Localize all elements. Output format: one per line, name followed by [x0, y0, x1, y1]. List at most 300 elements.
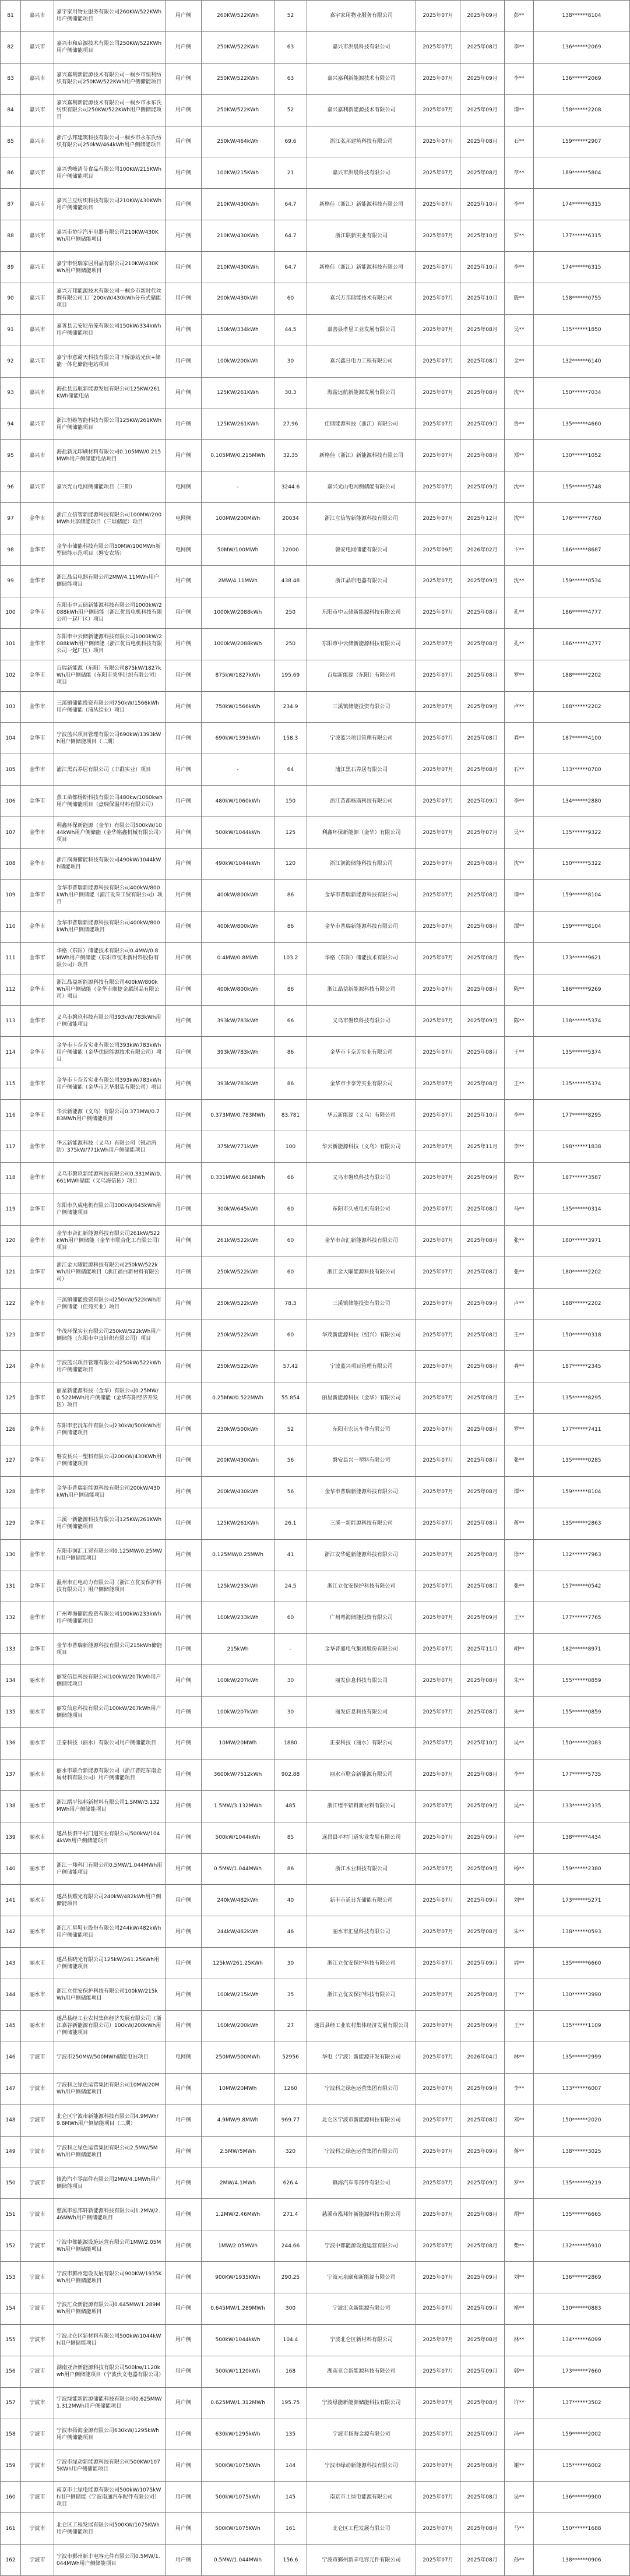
company-cell: 三溪镇储能投资有限公司 [307, 691, 416, 723]
city-cell: 嘉兴市 [21, 1, 54, 32]
end-date-cell: 2025年09月 [460, 1162, 505, 1194]
project-type-cell: 用户侧 [166, 1005, 202, 1037]
scale-cell: 230kW/500kWh [202, 1414, 274, 1445]
phone-cell: 135******9322 [534, 817, 630, 849]
scale-cell: 1.5MW/3.132MWh [202, 1790, 274, 1822]
end-date-cell: 2025年09月 [460, 1602, 505, 1634]
scale-cell: 10MW/20MWh [202, 1727, 274, 1759]
end-date-cell: 2026年04月 [460, 2042, 505, 2073]
project-type-cell: 用户侧 [166, 1445, 202, 1476]
phone-cell: 174******6315 [534, 252, 630, 283]
investment-cell: 1260 [274, 2073, 307, 2105]
start-date-cell: 2025年07月 [416, 974, 460, 1005]
end-date-cell: 2025年08月 [460, 2105, 505, 2136]
project-name-cell: 东阳市中云储新能源科技有限公司1000kW/2088kWh用户侧储能（浙江优昌电机科技有限公司一起厂区）项目 [54, 597, 166, 628]
investment-cell: 60 [274, 1257, 307, 1288]
project-name-cell: 宁波科之绿色运营集团有限公司2.5MW/5MWh用户侧储能项目 [54, 2136, 166, 2167]
start-date-cell: 2025年07月 [416, 2450, 460, 2482]
project-name-cell: 金华市卡奈芳实业有限公司393kW/783kWh用户侧储能（金华优储能源技术有限公司）项目 [54, 1037, 166, 1068]
project-name-cell: 宁波市鄞州新丰电容元件有限公司0.5MW/1.044MWh用户侧储能项目 [54, 2545, 166, 2576]
scale-cell: 250kW/522kWh [202, 1351, 274, 1382]
row-number-cell: 120 [1, 1225, 21, 1257]
phone-cell: 132******7963 [534, 1539, 630, 1571]
project-name-cell: 三溪镇储能投资有限公司250kW/522kWh用户侧储能（佳苑实业）项目 [54, 1288, 166, 1319]
phone-cell: 158******2208 [534, 94, 630, 126]
city-cell: 金华市 [21, 1005, 54, 1037]
city-cell: 宁波市 [21, 2545, 54, 2576]
project-name-cell: 嘉兴市协宇汽车电器有限公司210KW/430KWh用户侧储能项目 [54, 220, 166, 252]
contact-cell: 李** [505, 786, 534, 817]
row-number-cell: 102 [1, 660, 21, 691]
city-cell: 金华市 [21, 1131, 54, 1163]
end-date-cell: 2025年08月 [460, 2513, 505, 2545]
company-cell: 华茂新能源科技（绍兴）有限公司 [307, 1319, 416, 1351]
start-date-cell: 2025年07月 [416, 1005, 460, 1037]
end-date-cell: 2025年08月 [460, 1414, 505, 1445]
contact-cell: 何** [505, 1822, 534, 1853]
company-cell: 丽水市联合新能源有限公司 [307, 1759, 416, 1790]
investment-cell: 64.7 [274, 220, 307, 252]
end-date-cell: 2025年09月 [460, 1822, 505, 1853]
table-row [1, 1382, 630, 1414]
project-type-cell: 用户侧 [166, 2105, 202, 2136]
scale-cell: 2MW/4.11MWh [202, 566, 274, 597]
project-type-cell: 用户侧 [166, 220, 202, 252]
row-number-cell: 128 [1, 1476, 21, 1508]
phone-cell: 138******0906 [534, 2545, 630, 2576]
contact-cell: 冯** [505, 2419, 534, 2450]
table-row [1, 471, 630, 503]
phone-cell: 182******8971 [534, 1634, 630, 1665]
investment-cell: 320 [274, 2136, 307, 2167]
project-type-cell: 用户侧 [166, 1602, 202, 1634]
table-row [1, 283, 630, 315]
project-name-cell: 三溪镇储能投资有限公司750kW/1566kWh用户侧储能（浦丛绘业）项目 [54, 691, 166, 723]
project-name-cell: 丽星新能源科技（金华）有限公司0.25MW/0.522MWh用户侧储能（金华东阳经济开发区）项目 [54, 1382, 166, 1414]
start-date-cell: 2025年09月 [416, 534, 460, 566]
investment-cell: 250 [274, 628, 307, 660]
scale-cell: 500kW/1044kWh [202, 2324, 274, 2356]
city-cell: 金华市 [21, 597, 54, 628]
city-cell: 丽水市 [21, 1885, 54, 1916]
row-number-cell: 97 [1, 503, 21, 534]
table-row [1, 2482, 630, 2513]
project-type-cell: 用户侧 [166, 1414, 202, 1445]
row-number-cell: 131 [1, 1571, 21, 1602]
project-type-cell: 用户侧 [166, 817, 202, 849]
contact-cell: 朱** [505, 1665, 534, 1697]
phone-cell: 188******2202 [534, 691, 630, 723]
investment-cell: 52956 [274, 2042, 307, 2073]
project-name-cell: 东阳市中云储新能源科技有限公司1000kW/2088kWh用户侧储能（浙江优昌电机科技有限公司一起厂区）项目 [54, 628, 166, 660]
investment-cell: 24.5 [274, 1571, 307, 1602]
project-type-cell: 电网侧 [166, 471, 202, 503]
investment-cell: 86 [274, 879, 307, 911]
table-row [1, 2042, 630, 2073]
city-cell: 金华市 [21, 566, 54, 597]
end-date-cell: 2025年09月 [460, 2073, 505, 2105]
investment-cell: 85 [274, 1822, 307, 1853]
table-row [1, 817, 630, 849]
city-cell: 嘉兴市 [21, 157, 54, 189]
contact-cell: 刘** [505, 2262, 534, 2293]
scale-cell: 50MW/100MWh [202, 534, 274, 566]
project-type-cell: 用户侧 [166, 94, 202, 126]
investment-cell: 144 [274, 2450, 307, 2482]
start-date-cell: 2025年07月 [416, 691, 460, 723]
city-cell: 宁波市 [21, 2105, 54, 2136]
phone-cell: 173******9621 [534, 942, 630, 974]
project-type-cell: 用户侧 [166, 1790, 202, 1822]
contact-cell: 柴** [505, 2230, 534, 2262]
project-type-cell: 用户侧 [166, 1476, 202, 1508]
scale-cell: 210KW/430KWh [202, 252, 274, 283]
end-date-cell: 2025年08月 [460, 2387, 505, 2419]
contact-cell: 吴** [505, 314, 534, 346]
contact-cell: 王** [505, 1382, 534, 1414]
project-name-cell: 广州粤海储能投资有限公司100kW/233kWh用户侧储能项目 [54, 1602, 166, 1634]
investment-cell: 158.3 [274, 723, 307, 754]
contact-cell: 彭** [505, 1, 534, 32]
company-cell: 浙江弘邦建筑科技有限公司 [307, 126, 416, 157]
end-date-cell: 2025年08月 [460, 1571, 505, 1602]
start-date-cell: 2025年07月 [416, 786, 460, 817]
project-type-cell: 用户侧 [166, 1853, 202, 1885]
contact-cell: 王** [505, 1068, 534, 1100]
phone-cell: 150******1688 [534, 2513, 630, 2545]
city-cell: 嘉兴市 [21, 346, 54, 377]
start-date-cell: 2025年07月 [416, 1727, 460, 1759]
row-number-cell: 116 [1, 1100, 21, 1131]
scale-cell: - [202, 754, 274, 786]
end-date-cell: 2025年10月 [460, 220, 505, 252]
start-date-cell: 2025年07月 [416, 817, 460, 849]
row-number-cell: 99 [1, 566, 21, 597]
start-date-cell: 2025年07月 [416, 2230, 460, 2262]
scale-cell: 250kW/522kWh [202, 1288, 274, 1319]
investment-cell: 125 [274, 817, 307, 849]
phone-cell: 187******2345 [534, 1351, 630, 1382]
company-cell: 北仑区宁波市新能源科技有限公司 [307, 2105, 416, 2136]
investment-cell: 86 [274, 974, 307, 1005]
project-type-cell: 用户侧 [166, 2324, 202, 2356]
row-number-cell: 107 [1, 817, 21, 849]
scale-cell: 1000kW/2088kWh [202, 628, 274, 660]
project-name-cell: 金华市卡奈芳实业有限公司393kW/783kWh用户侧储能（金华市艺华服装有限公司）项目 [54, 1068, 166, 1100]
start-date-cell: 2025年07月 [416, 2293, 460, 2325]
row-number-cell: 88 [1, 220, 21, 252]
investment-cell: 60 [274, 1319, 307, 1351]
company-cell: 浙江木业科技有限公司 [307, 1853, 416, 1885]
company-cell: 丽发信息科技有限公司 [307, 1697, 416, 1728]
start-date-cell: 2025年07月 [416, 346, 460, 377]
scale-cell: 125KW/261KWh [202, 377, 274, 409]
phone-cell: 130******1052 [534, 440, 630, 471]
company-cell: 新格佳（浙江）新能源科技有限公司 [307, 252, 416, 283]
project-type-cell: 用户侧 [166, 1885, 202, 1916]
start-date-cell: 2025年07月 [416, 220, 460, 252]
start-date-cell: 2025年07月 [416, 1790, 460, 1822]
company-cell: 丽发信息科技有限公司 [307, 1665, 416, 1697]
phone-cell: 198******1838 [534, 1131, 630, 1163]
start-date-cell: 2025年07月 [416, 1194, 460, 1225]
phone-cell: 155******0859 [534, 1665, 630, 1697]
row-number-cell: 124 [1, 1351, 21, 1382]
project-name-cell: 宁波北仑区新材料有限公司500kW/1044kWh用户侧储能项目 [54, 2324, 166, 2356]
company-cell: 新丰市道日光储能有限公司 [307, 1885, 416, 1916]
city-cell: 嘉兴市 [21, 283, 54, 315]
contact-cell: 陈** [505, 974, 534, 1005]
end-date-cell: 2025年10月 [460, 283, 505, 315]
project-type-cell: 用户侧 [166, 409, 202, 440]
scale-cell: 750kW/1566kWh [202, 691, 274, 723]
table-row [1, 974, 630, 1005]
city-cell: 嘉兴市 [21, 471, 54, 503]
contact-cell: 卢** [505, 1288, 534, 1319]
row-number-cell: 108 [1, 849, 21, 880]
row-number-cell: 118 [1, 1162, 21, 1194]
phone-cell: 150******2020 [534, 2105, 630, 2136]
table-row [1, 252, 630, 283]
row-number-cell: 154 [1, 2293, 21, 2325]
table-row [1, 2356, 630, 2387]
scale-cell: 260KW/522KWh [202, 1, 274, 32]
row-number-cell: 98 [1, 534, 21, 566]
company-cell: 义乌市磐玖科技有限公司 [307, 1162, 416, 1194]
company-cell: 丽星新能源科技（金华）有限公司 [307, 1382, 416, 1414]
company-cell: 嘉兴万邦储能技术有限公司 [307, 283, 416, 315]
project-type-cell: 用户侧 [166, 1194, 202, 1225]
investment-cell: 63 [274, 63, 307, 94]
contact-cell: 罗** [505, 660, 534, 691]
scale-cell: 500kW/1120kWh [202, 2356, 274, 2387]
city-cell: 金华市 [21, 660, 54, 691]
end-date-cell: 2025年09月 [460, 63, 505, 94]
row-number-cell: 148 [1, 2105, 21, 2136]
city-cell: 嘉兴市 [21, 377, 54, 409]
investment-cell: 234.9 [274, 691, 307, 723]
scale-cell: 490kW/1044kWh [202, 849, 274, 880]
row-number-cell: 152 [1, 2230, 21, 2262]
phone-cell: 138******3025 [534, 2136, 630, 2167]
project-type-cell: 用户侧 [166, 1916, 202, 1948]
start-date-cell: 2025年07月 [416, 597, 460, 628]
start-date-cell: 2025年07月 [416, 1602, 460, 1634]
end-date-cell: 2025年08月 [460, 1382, 505, 1414]
phone-cell: 159******2380 [534, 1853, 630, 1885]
row-number-cell: 140 [1, 1853, 21, 1885]
project-type-cell: 用户侧 [166, 2262, 202, 2293]
investment-cell: 66 [274, 1162, 307, 1194]
contact-cell: 谭** [505, 879, 534, 911]
company-cell: 磐安县兴一塑料有限公司 [307, 1445, 416, 1476]
table-row [1, 1414, 630, 1445]
row-number-cell: 155 [1, 2324, 21, 2356]
end-date-cell: 2025年08月 [460, 723, 505, 754]
end-date-cell: 2025年09月 [460, 1790, 505, 1822]
project-name-cell: 嘉宁市意霸天科技有限公司下桥游站光伏+储能一体化储能电站项目 [54, 346, 166, 377]
table-row [1, 1225, 630, 1257]
contact-cell: 石** [505, 126, 534, 157]
project-name-cell: 宁波科之绿色运营集团有限公司10MW/20MWh用户侧储能项目 [54, 2073, 166, 2105]
city-cell: 宁波市 [21, 2073, 54, 2105]
phone-cell: 135******1850 [534, 314, 630, 346]
start-date-cell: 2025年07月 [416, 2199, 460, 2230]
table-row [1, 346, 630, 377]
investment-cell: 86 [274, 1037, 307, 1068]
project-type-cell: 用户侧 [166, 1100, 202, 1131]
end-date-cell: 2025年09月 [460, 471, 505, 503]
city-cell: 金华市 [21, 879, 54, 911]
project-type-cell: 用户侧 [166, 440, 202, 471]
scale-cell: 261kW/522kWh [202, 1225, 274, 1257]
company-cell: 东阳市久成电机有限公司 [307, 1194, 416, 1225]
row-number-cell: 86 [1, 157, 21, 189]
investment-cell: 60 [274, 283, 307, 315]
project-type-cell: 用户侧 [166, 2482, 202, 2513]
scale-cell: 250KW/522KWh [202, 63, 274, 94]
table-row [1, 2105, 630, 2136]
contact-cell: 卢** [505, 691, 534, 723]
table-row [1, 1665, 630, 1697]
scale-cell: 630kW/1295kWh [202, 2419, 274, 2450]
scale-cell: 200KW/430KWh [202, 1445, 274, 1476]
start-date-cell: 2025年07月 [416, 189, 460, 220]
company-cell: 宁波蓝兴项目管理有限公司 [307, 723, 416, 754]
start-date-cell: 2025年07月 [416, 1508, 460, 1539]
contact-cell: 蒋** [505, 1508, 534, 1539]
phone-cell: 134******6099 [534, 2324, 630, 2356]
table-row [1, 1068, 630, 1100]
table-row [1, 377, 630, 409]
project-name-cell: 遂昌县经工业农村集体经济发展有限公司（浙江嘉谷新能源有限公司）100kW/200kWh用户侧储能项目 [54, 2011, 166, 2042]
investment-cell: 56 [274, 1476, 307, 1508]
end-date-cell: 2025年08月 [460, 1257, 505, 1288]
scale-cell: 0.4MW/0.8MWh [202, 942, 274, 974]
company-cell: 浙江立信智新能源科技有限公司 [307, 503, 416, 534]
end-date-cell: 2025年08月 [460, 1037, 505, 1068]
row-number-cell: 129 [1, 1508, 21, 1539]
contact-cell: 陈** [505, 1162, 534, 1194]
table-row [1, 1005, 630, 1037]
table-row [1, 2293, 630, 2325]
company-cell: 嘉善县孝星工业发展有限公司 [307, 314, 416, 346]
investment-cell: 156.6 [274, 2545, 307, 2576]
row-number-cell: 150 [1, 2167, 21, 2199]
row-number-cell: 138 [1, 1790, 21, 1822]
project-name-cell: 嘉兴嘉利新能源技术有限公司一桐乡市恒利纺织有限公司250KW/522KWh用户侧储能项目 [54, 63, 166, 94]
end-date-cell: 2025年08月 [460, 911, 505, 942]
end-date-cell: 2025年12月 [460, 503, 505, 534]
start-date-cell: 2025年07月 [416, 2387, 460, 2419]
contact-cell: 许** [505, 2387, 534, 2419]
start-date-cell: 2025年07月 [416, 754, 460, 786]
investment-cell: 902.88 [274, 1759, 307, 1790]
row-number-cell: 85 [1, 126, 21, 157]
row-number-cell: 156 [1, 2356, 21, 2387]
row-number-cell: 114 [1, 1037, 21, 1068]
start-date-cell: 2025年07月 [416, 1916, 460, 1948]
end-date-cell: 2025年08月 [460, 754, 505, 786]
city-cell: 金华市 [21, 1194, 54, 1225]
project-name-cell: 北仑区工程发展有限公司500KW/1075KWh用户侧储能项目 [54, 2513, 166, 2545]
row-number-cell: 119 [1, 1194, 21, 1225]
end-date-cell: 2025年08月 [460, 2450, 505, 2482]
city-cell: 宁波市 [21, 2230, 54, 2262]
project-type-cell: 用户侧 [166, 1351, 202, 1382]
start-date-cell: 2025年07月 [416, 1288, 460, 1319]
project-type-cell: 用户侧 [166, 283, 202, 315]
city-cell: 金华市 [21, 1571, 54, 1602]
scale-cell: 0.373MW/0.783MWh [202, 1100, 274, 1131]
project-name-cell: 嘉兴市和启源技术有限公司250KW/522KWh用户侧储能项目 [54, 31, 166, 63]
table-row [1, 2419, 630, 2450]
scale-cell: 393kW/783kWh [202, 1005, 274, 1037]
end-date-cell: 2025年08月 [460, 1759, 505, 1790]
end-date-cell: 2025年08月 [460, 974, 505, 1005]
end-date-cell: 2025年08月 [460, 628, 505, 660]
project-name-cell: 三溪一新能源科技有限公司125KW/261KWh用户侧储能项目 [54, 1508, 166, 1539]
start-date-cell: 2025年07月 [416, 1351, 460, 1382]
project-name-cell: 嘉兴嘉利新能源技术有限公司一桐乡市永东氏纺织有限公司250KW/522KWh用户侧储能项目 [54, 94, 166, 126]
contact-cell: 杨** [505, 1853, 534, 1885]
end-date-cell: 2025年09月 [460, 786, 505, 817]
table-row [1, 660, 630, 691]
row-number-cell: 91 [1, 314, 21, 346]
scale-cell: 210KW/430KWh [202, 220, 274, 252]
investment-cell: 969.77 [274, 2105, 307, 2136]
city-cell: 金华市 [21, 942, 54, 974]
project-name-cell: 嘉宇家用物业服务有限公司260KW/522KWh用户侧储能项目 [54, 1, 166, 32]
investment-cell: 27.96 [274, 409, 307, 440]
row-number-cell: 127 [1, 1445, 21, 1476]
investment-cell: 150 [274, 786, 307, 817]
city-cell: 金华市 [21, 1100, 54, 1131]
contact-cell: 张** [505, 1257, 534, 1288]
end-date-cell: 2025年09月 [460, 566, 505, 597]
project-name-cell: 嘉兴万邦能源技术有限公司一桐乡市新时代丝绸有限公司工厂200kW/430kWh分布式储能项目 [54, 283, 166, 315]
scale-cell: 0.645MW/1.289MWh [202, 2293, 274, 2325]
end-date-cell: 2025年08月 [460, 2545, 505, 2576]
investment-cell: 1880 [274, 1727, 307, 1759]
end-date-cell: 2025年08月 [460, 440, 505, 471]
company-cell: 浙江苗都杨斯科技有限公司 [307, 786, 416, 817]
row-number-cell: 103 [1, 691, 21, 723]
row-number-cell: 100 [1, 597, 21, 628]
investment-cell: 12000 [274, 534, 307, 566]
investment-cell: 86 [274, 1068, 307, 1100]
scale-cell: 3600kW/7512kWh [202, 1759, 274, 1790]
investment-cell: 27 [274, 2011, 307, 2042]
end-date-cell: 2025年10月 [460, 252, 505, 283]
table-row [1, 1948, 630, 1979]
start-date-cell: 2025年07月 [416, 879, 460, 911]
investment-cell: 161 [274, 2513, 307, 2545]
city-cell: 金华市 [21, 754, 54, 786]
contact-cell: 马** [505, 2513, 534, 2545]
project-name-cell: 义乌市磐玖新能源科技有限公司0.331MW/0.661MWh储能（义乌海信拓）项目 [54, 1162, 166, 1194]
company-cell: 宁波蓝兴项目管理有限公司 [307, 1351, 416, 1382]
contact-cell: 吴** [505, 817, 534, 849]
investment-cell: 290.25 [274, 2262, 307, 2293]
table-row [1, 1916, 630, 1948]
contact-cell: 孔** [505, 597, 534, 628]
company-cell: 浙江立优安保护科技有限公司 [307, 1948, 416, 1979]
table-row [1, 597, 630, 628]
project-name-cell: 东阳市宏沅车件有限公司230kW/500kWh用户侧储能项目 [54, 1414, 166, 1445]
scale-cell: 900KW/1935KWh [202, 2262, 274, 2293]
scale-cell: 500KW/1075KWh [202, 2450, 274, 2482]
